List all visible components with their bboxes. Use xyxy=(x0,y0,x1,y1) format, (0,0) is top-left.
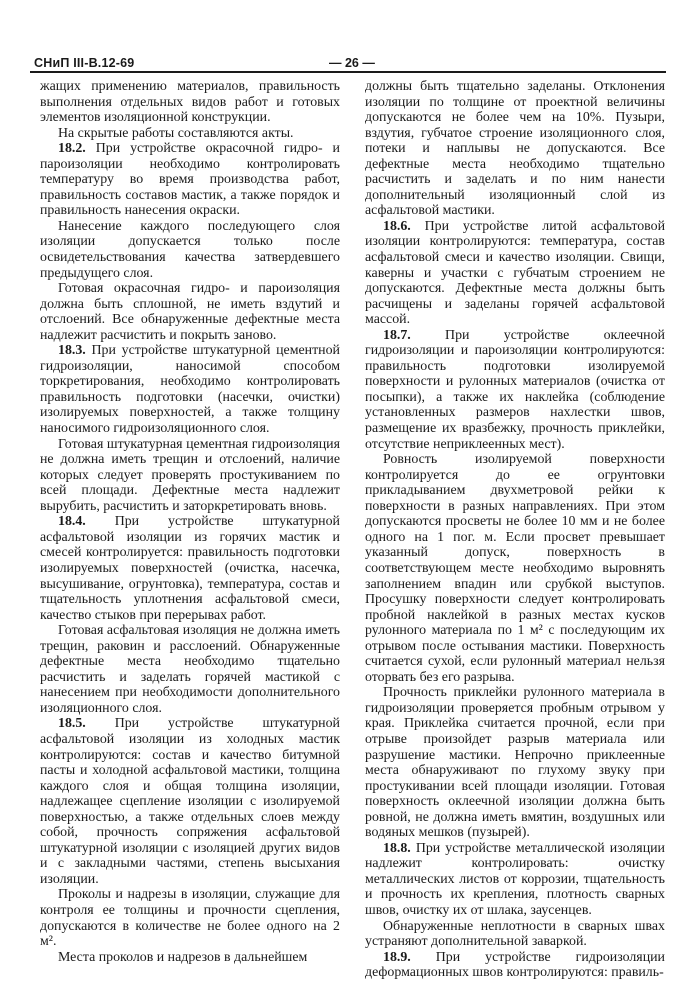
left-column xyxy=(40,79,340,965)
section-18-2: 18.2. При устройстве окрасочной гидро- и пароизоляции необходимо контролировать температуру во время производства работ, правильность составов мастик, а также порядок и правильность нанесения окраски. xyxy=(40,141,340,219)
paragraph: Готовая окрасочная гидро- и пароизоляция должна быть сплошной, не иметь вздутий и отслоений. Все обнаруженные дефектные места надлежит расчистить и покрыть заново. xyxy=(40,281,340,343)
section-number: 18.6. xyxy=(383,218,411,234)
section-18-8: 18.8. При устройстве металлической изоляции надлежит контролировать: очистку металлических листов от коррозии, тщательность и прочность их крепления, плотность сварных швов, очистку их от шлака, заусенцев. xyxy=(365,840,665,918)
paragraph: Проколы и надрезы в изоляции, служащие для контроля ее толщины и прочности сцепления, допускаются в количестве не более одного на 2 м². xyxy=(40,887,340,950)
header-rule xyxy=(30,71,666,73)
section-number: 18.9. xyxy=(383,949,411,965)
paragraph: На скрытые работы составляются акты. xyxy=(58,125,294,141)
section-18-7: 18.7. При устройстве оклеечной гидроизоляции и пароизоляции контролируются: правильность подготовки изолируемой поверхности и рулонных материалов (очистка от посыпки), а также их наклейка (соблюдение установленных размеров нахлестки швов, размещение их вразбежку, прочность приклейки, отсутствие неприклеенных мест). xyxy=(365,327,665,452)
section-18-3: 18.3. При устройстве штукатурной цементной гидроизоляции, наносимой способом торкретирования, необходимо контролировать правильность подготовки (насечки, очистки) изолируемых поверхностей, а также толщину наносимого гидроизоляционного слоя. xyxy=(40,343,340,437)
section-18-5: 18.5. При устройстве штукатурной асфальтовой изоляции из холодных мастик контролируются: состав и качество битумной пасты и холодной асфальтовой мастики, толщина каждого слоя и общая толщина изоляции, надлежащее сцепление изоляции с изолируемой поверхностью, а также отдельных слоев между собой, прочность сопряжения асфальтовой штукатурной изоляции с изоляцией других видов и с закладными частями, степень высыхания изоляции. xyxy=(40,716,340,887)
paragraph: Ровность изолируемой поверхности контролируется до ее огрунтовки прикладыванием двухметровой рейки к поверхности в разных направлениях. При этом допускаются просветы не более 10 мм и не более одного на 1 пог. м. Если просвет превышает указанный допуск, поверхность в соответствующем месте необходимо выровнять заполнением впадин или срубкой выступов. Просушку поверхности следует контролировать пробной наклейкой в разных местах кусков рулонного материала по 1 м² с последующим их отрывом после остывания мастики. Поверхность считается сухой, если рулонный материал нельзя оторвать без его разрыва. xyxy=(365,452,665,685)
page-number: — 26 — xyxy=(329,56,375,70)
section-18-9: 18.9. При устройстве гидроизоляции деформационных швов контролируются: правиль- xyxy=(365,949,665,981)
paragraph: жащих применению материалов, правильность выполнения отдельных видов работ и готовых элементов изоляционной конструкции. xyxy=(40,79,340,126)
paragraph: должны быть тщательно заделаны. Отклонения изоляции по толщине от проектной величины допускаются не более чем на 10%. Пузыри, вздутия, губчатое строение изоляционного слоя, потеки и наплывы не допускаются. Все дефектные места необходимо тщательно расчистить и заделать и по ним нанести дополнительный изоляционный слой из асфальтовой мастики. xyxy=(365,79,665,219)
right-column xyxy=(365,79,665,981)
paragraph: Прочность приклейки рулонного материала в гидроизоляции проверяется пробным отрывом у края. Приклейка считается прочной, если при отрыве произойдет разрыв материала или разрушение мастики. Непрочно приклеенные места обнаруживают по глухому звуку при простукивании всей площади изоляции. Готовая поверхность оклеечной изоляции должна быть ровной, не должна иметь вмятин, воздушных или водяных мешков (пузырей). xyxy=(365,685,665,841)
paragraph: Нанесение каждого последующего слоя изоляции допускается только после освидетельствования качества затвердевшего предыдущего слоя. xyxy=(40,218,340,281)
document-code: СНиП III-В.12-69 xyxy=(34,56,135,70)
paragraph: Готовая штукатурная цементная гидроизоляция не должна иметь трещин и отслоений, наличие которых следует проверять простукиванием по всей площади. Дефектные места надлежит вырубить, расчистить и заторкретировать вновь. xyxy=(40,436,340,514)
section-number: 18.3. xyxy=(58,343,86,359)
paragraph: Готовая асфальтовая изоляция не должна иметь трещин, раковин и расслоений. Обнаруженные дефектные места необходимо тщательно расчистить и заделать горячей мастикой с нанесением при необходимости дополнительного изоляционного слоя. xyxy=(40,623,340,716)
section-number: 18.7. xyxy=(383,327,411,343)
paragraph: Обнаруженные неплотности в сварных швах устраняют дополнительной заваркой. xyxy=(365,918,665,950)
section-18-4: 18.4. При устройстве штукатурной асфальтовой изоляции из горячих мастик и смесей контролируется: правильность подготовки изолируемых поверхностей (очистка, насечка, высушивание, огрунтовка), температура, состав и тщательность уплотнения асфальтовой смеси, качество стыков при перерывах работ. xyxy=(40,514,340,623)
paragraph: Места проколов и надрезов в дальнейшем xyxy=(58,949,308,965)
section-number: 18.2. xyxy=(58,141,86,157)
section-18-6: 18.6. При устройстве литой асфальтовой изоляции контролируются: температура, состав асфальтовой смеси и качество изоляции. Свищи, каверны и участки с губчатым строением не допускаются. Дефектные места должны быть расчищены и заделаны горячей асфальтовой массой. xyxy=(365,218,665,328)
section-number: 18.4. xyxy=(58,514,86,530)
section-number: 18.8. xyxy=(383,840,411,856)
section-number: 18.5. xyxy=(58,716,86,732)
